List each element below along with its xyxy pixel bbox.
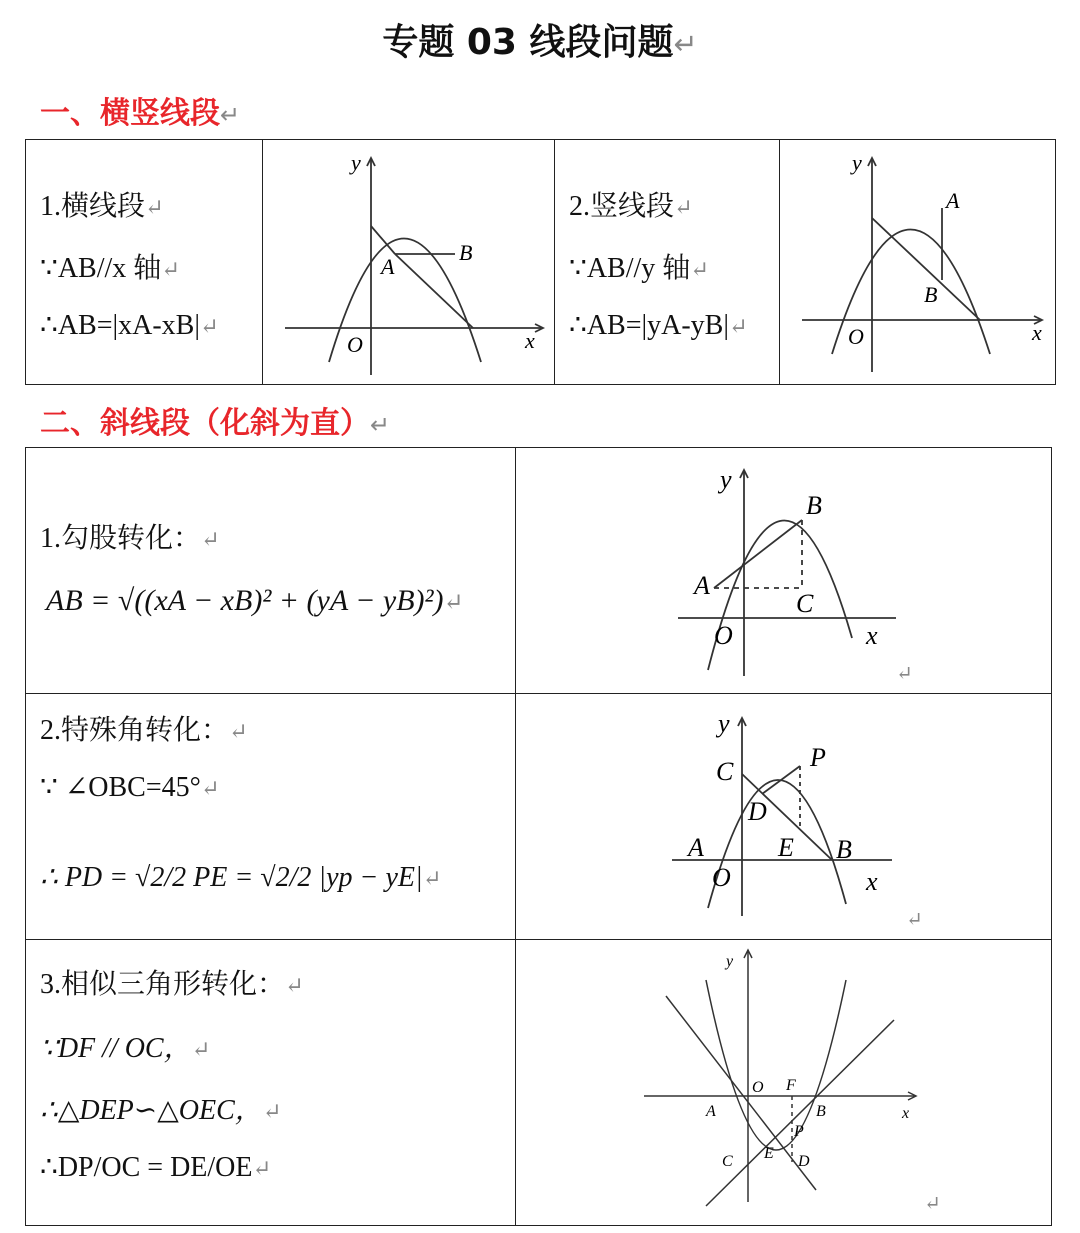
- vertical-result: ∴AB=|yA-yB|↵: [569, 310, 748, 341]
- horizontal-text-cell: [26, 140, 263, 384]
- point-p-label: P: [794, 1123, 804, 1140]
- similar-step: ∴△DEP∽△OEC，↵: [40, 1095, 282, 1126]
- vertical-given: ∵AB//y 轴↵: [569, 253, 710, 284]
- pythagoras-formula: AB = √((xA − xB)² + (yA − yB)²)↵: [46, 584, 464, 617]
- y-label: y: [852, 150, 862, 175]
- return-mark: ↵: [906, 909, 923, 931]
- point-e-label: E: [764, 1145, 774, 1162]
- special-angle-formula: ∴ PD = √2/2 PE = √2/2 |yp − yE|↵: [40, 862, 442, 893]
- point-c-label: C: [796, 589, 814, 618]
- special-angle-text-cell: [26, 694, 516, 940]
- pythagoras-figure: [516, 448, 1051, 694]
- horizontal-segment-figure: [263, 140, 553, 384]
- origin-label: O: [712, 863, 731, 892]
- x-label: x: [902, 1105, 910, 1122]
- point-a-label: A: [694, 571, 710, 600]
- horizontal-given: ∵AB//x 轴↵: [40, 253, 181, 284]
- segment-ab: [714, 520, 802, 588]
- horizontal-result: ∴AB=|xA-xB|↵: [40, 310, 219, 341]
- x-label: x: [866, 867, 878, 896]
- return-mark: ↵: [896, 663, 913, 685]
- point-e-label: E: [778, 833, 794, 862]
- section2-table: [25, 447, 1052, 1226]
- point-a-label: A: [946, 188, 960, 213]
- point-a-label: A: [381, 254, 395, 279]
- segment-pd: [762, 766, 800, 794]
- page-title: 专题 03 线段问题↵: [382, 22, 698, 63]
- special-angle-given: ∵ ∠OBC=45°↵: [40, 772, 220, 803]
- vertical-label: 2.竖线段↵: [569, 191, 693, 222]
- origin-label: O: [714, 621, 733, 650]
- segment-ca: [371, 226, 395, 254]
- segment-a-xint: [395, 254, 473, 328]
- vertical-figure-cell: [780, 140, 1055, 384]
- section1-table: [25, 139, 1056, 385]
- vertical-segment-figure: [780, 140, 1054, 384]
- point-p-label: P: [810, 743, 826, 772]
- origin-label: O: [752, 1079, 764, 1096]
- point-c-label: C: [716, 757, 734, 786]
- point-a-label: A: [706, 1103, 716, 1120]
- similar-given: ∵DF // OC，↵: [40, 1033, 211, 1064]
- x-label: x: [1032, 320, 1042, 345]
- point-d-label: D: [798, 1153, 810, 1170]
- pythagoras-label: 1.勾股转化：↵: [40, 523, 220, 554]
- y-label: y: [351, 150, 361, 175]
- point-b-label: B: [816, 1103, 826, 1120]
- y-label: y: [720, 465, 732, 494]
- similar-figure-cell: [516, 940, 1051, 1225]
- point-a-label: A: [688, 833, 704, 862]
- point-f-label: F: [786, 1077, 796, 1094]
- y-label: y: [718, 709, 730, 738]
- similar-label: 3.相似三角形转化：↵: [40, 969, 304, 1000]
- pythagoras-text-cell: [26, 448, 516, 694]
- return-mark: ↵: [924, 1193, 941, 1215]
- point-c-label: C: [722, 1153, 733, 1170]
- pythagoras-figure-cell: [516, 448, 1051, 694]
- special-angle-figure: [516, 694, 1051, 940]
- point-b-label: B: [924, 282, 938, 307]
- origin-label: O: [347, 332, 363, 357]
- line-cd: [706, 1020, 894, 1206]
- y-label: y: [726, 953, 734, 970]
- similar-result: ∴DP/OC = DE/OE↵: [40, 1152, 272, 1183]
- origin-label: O: [848, 324, 864, 349]
- similar-triangles-figure: [516, 940, 1051, 1225]
- point-b-label: B: [459, 240, 473, 265]
- section1-heading: 一、横竖线段↵: [40, 96, 241, 131]
- special-angle-figure-cell: [516, 694, 1051, 940]
- special-angle-label: 2.特殊角转化：↵: [40, 715, 248, 746]
- vertical-text-cell: [555, 140, 780, 384]
- x-label: x: [866, 621, 878, 650]
- point-b-label: B: [836, 835, 852, 864]
- horizontal-figure-cell: [263, 140, 555, 384]
- parabola: [706, 980, 846, 1150]
- horizontal-label: 1.横线段↵: [40, 191, 164, 222]
- section2-heading: 二、斜线段（化斜为直）↵: [40, 406, 391, 441]
- point-d-label: D: [748, 797, 767, 826]
- point-b-label: B: [806, 491, 822, 520]
- similar-text-cell: [26, 940, 516, 1225]
- x-label: x: [525, 328, 535, 353]
